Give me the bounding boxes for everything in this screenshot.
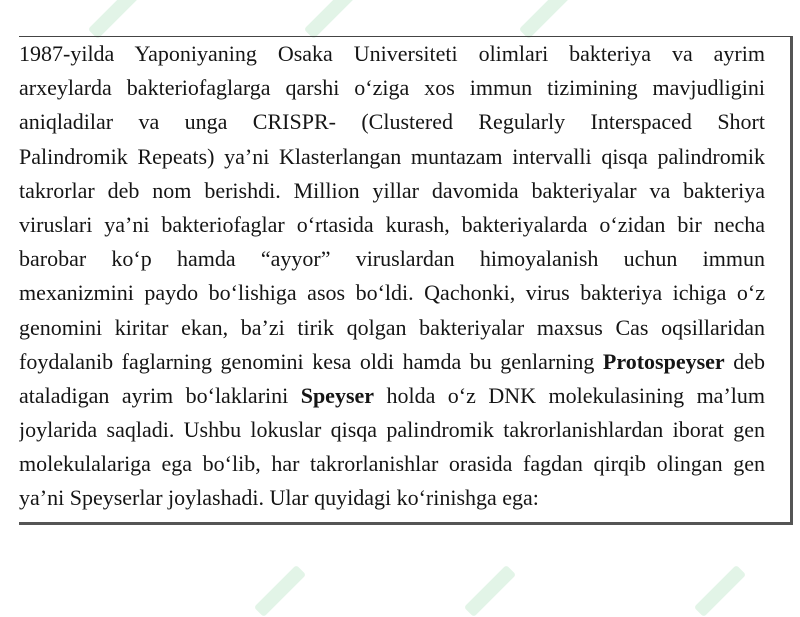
text-line-2: arxeylarda bakteriofaglarga qarshi o‘ziga xos immun tizimining mavjudligini bbox=[19, 75, 765, 101]
text-line-1: 1987-yilda Yaponiyaning Osaka Universiteti olimlari bakteriya va ayrim bbox=[19, 41, 765, 66]
text-line-12: joylarida saqladi. Ushbu lokuslar qisqa palindromik takrorlanishlardan iborat gen bbox=[19, 417, 765, 443]
text-segment: foydalanib faglarning genomini kesa oldi hamda bu genlarning bbox=[19, 348, 603, 374]
text-line-13: molekulalariga ega bo‘lib, har takrorlanishlar orasida fagdan qirqib olingan gen bbox=[19, 451, 765, 477]
text-line-4: Palindromik Repeats) ya’ni Klasterlangan muntazam intervalli qisqa palindromik bbox=[19, 143, 765, 169]
bold-term-speyser: Speyser bbox=[300, 382, 375, 408]
watermark-mark bbox=[464, 565, 516, 617]
text-line-14: ya’ni Speyserlar joylashadi. Ular quyidagi ko‘rinishga ega: bbox=[19, 485, 539, 511]
document-text-box bbox=[19, 36, 793, 525]
bold-term-protospeyser: Protospeyser bbox=[602, 348, 725, 374]
text-line-5: takrorlar deb nom berishdi. Million yillar davomida bakteriyalar va bakteriya bbox=[19, 177, 765, 203]
text-line-8: mexanizmini paydo bo‘lishiga asos bo‘ldi. Qachonki, virus bakteriya ichiga o‘z bbox=[19, 280, 765, 306]
text-line-7: barobar ko‘p hamda “ayyor” viruslardan himoyalanish uchun immun bbox=[19, 246, 765, 272]
watermark-mark bbox=[519, 0, 571, 39]
text-line-6: viruslari ya’ni bakteriofaglar o‘rtasida kurash, bakteriyalarda o‘zidan bir necha bbox=[19, 211, 765, 237]
watermark-mark bbox=[254, 565, 306, 617]
watermark-mark bbox=[304, 0, 356, 39]
paragraph bbox=[19, 37, 765, 516]
watermark-mark bbox=[694, 565, 746, 617]
text-line-10 bbox=[19, 345, 765, 379]
text-line-9: genomini kiritar ekan, ba’zi tirik qolgan bakteriyalar maxsus Cas oqsillaridan bbox=[19, 314, 765, 340]
text-segment: deb bbox=[724, 348, 765, 374]
text-segment: holda o‘z DNK molekulasining ma’lum bbox=[374, 382, 765, 408]
text-line-11 bbox=[19, 379, 765, 413]
watermark-mark bbox=[88, 0, 140, 39]
text-segment: ataladigan ayrim bo‘laklarini bbox=[19, 382, 301, 408]
text-line-3: aniqladilar va unga CRISPR- (Clustered Regularly Interspaced Short bbox=[19, 109, 765, 135]
